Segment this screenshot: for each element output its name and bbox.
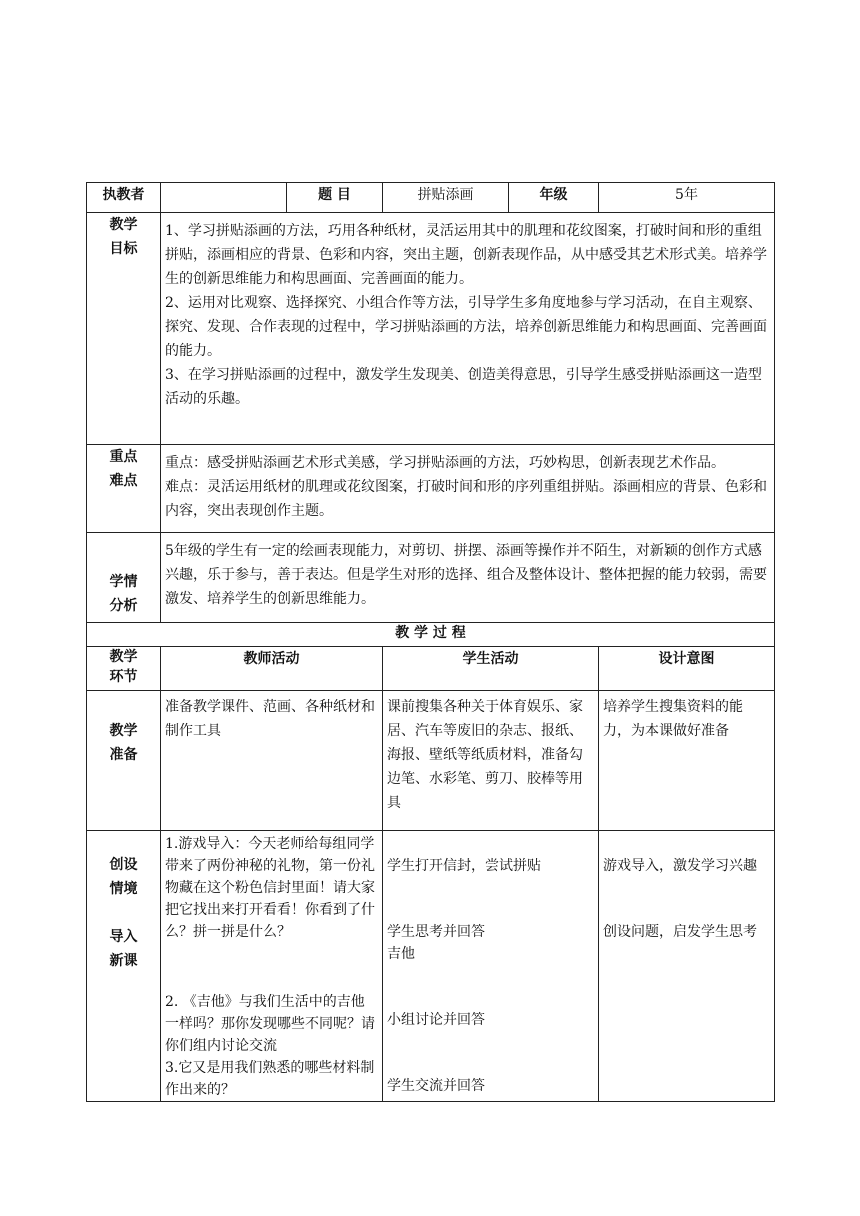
intro-teacher <box>161 831 383 1102</box>
analysis-label: 学情 分析 <box>87 533 161 623</box>
stage-column-header: 教学 环节 <box>87 647 161 691</box>
prep-teacher: 准备教学课件、范画、各种纸材和制作工具 <box>161 691 383 831</box>
goal-item: 3、在学习拼贴添画的过程中，激发学生发现美、创造美得意思，引导学生感受拼贴添画这一造型活动的乐趣。 <box>165 367 762 407</box>
process-columns-row <box>87 647 775 691</box>
key-points-content <box>161 445 775 533</box>
lesson-plan-table <box>86 182 775 1102</box>
topic-value: 拼贴添画 <box>383 183 509 213</box>
intro-teacher-step-3: 3.它又是用我们熟悉的哪些材料制作出来的？ <box>165 1060 375 1098</box>
grade-label: 年级 <box>509 183 599 213</box>
intro-student-2: 学生思考并回答 <box>387 924 485 940</box>
intro-row <box>87 831 775 1102</box>
intro-intent-2: 创设问题，启发学生思考 <box>603 924 757 940</box>
grade-value: 5年 <box>599 183 775 213</box>
difficult-point-text: 难点：灵活运用纸材的肌理或花纹图案，打破时间和形的序列重组拼贴。添画相应的背景、色彩和内容，突出表现创作主题。 <box>165 479 767 519</box>
key-point-text: 重点：感受拼贴添画艺术形式美感，学习拼贴添画的方法，巧妙构思，创新表现艺术作品。 <box>165 455 725 471</box>
teacher-value <box>161 183 287 213</box>
goal-item: 2、运用对比观察、选择探究、小组合作等方法，引导学生多角度地参与学习活动，在自主观察、探究、发现、合作表现的过程中，学习拼贴添画的方法，培养创新思维能力和构思画面、完善画面的能力。 <box>165 295 767 359</box>
process-title: 教 学 过 程 <box>87 623 775 647</box>
intro-intent <box>599 831 775 1102</box>
intro-student-4: 学生交流并回答 <box>387 1078 485 1094</box>
key-points-row <box>87 445 775 533</box>
intro-student <box>383 831 599 1102</box>
prep-student: 课前搜集各种关于体育娱乐、家居、汽车等废旧的杂志、报纸、海报、壁纸等纸质材料，准备勾边笔、水彩笔、剪刀、胶棒等用具 <box>383 691 599 831</box>
intro-teacher-step-1: 1.游戏导入：今天老师给每组同学带来了两份神秘的礼物，第一份礼物藏在这个粉色信封里面！请大家把它找出来打开看看！你看到了什么？拼一拼是什么？ <box>165 836 375 940</box>
topic-label: 题 目 <box>287 183 383 213</box>
goal-item: 1、学习拼贴添画的方法，巧用各种纸材，灵活运用其中的肌理和花纹图案，打破时间和形的重组拼贴，添画相应的背景、色彩和内容，突出主题，创新表现作品，从中感受其艺术形式美。培养学生的创新思维能力和构思画面、完善画面的能力。 <box>165 223 767 287</box>
goals-content <box>161 213 775 445</box>
prep-label: 教学 准备 <box>87 691 161 831</box>
student-column-header: 学生活动 <box>383 647 599 691</box>
intro-teacher-step-2: 2. 《吉他》与我们生活中的吉他一样吗？那你发现哪些不同呢？请你们组内讨论交流 <box>165 994 375 1054</box>
prep-row <box>87 691 775 831</box>
header-row <box>87 183 775 213</box>
process-title-row <box>87 623 775 647</box>
intro-student-2b: 吉他 <box>387 946 415 962</box>
prep-intent: 培养学生搜集资料的能力，为本课做好准备 <box>599 691 775 831</box>
goals-row <box>87 213 775 445</box>
analysis-row <box>87 533 775 623</box>
goals-label: 教学 目标 <box>87 213 161 445</box>
teacher-label: 执教者 <box>87 183 161 213</box>
intent-column-header: 设计意图 <box>599 647 775 691</box>
intro-student-1: 学生打开信封，尝试拼贴 <box>387 858 541 874</box>
intro-label: 创设 情境 导入 新课 <box>87 831 161 1102</box>
key-points-label: 重点 难点 <box>87 445 161 533</box>
teacher-column-header: 教师活动 <box>161 647 383 691</box>
analysis-text: 5年级的学生有一定的绘画表现能力，对剪切、拼摆、添画等操作并不陌生，对新颖的创作方式感兴趣，乐于参与，善于表达。但是学生对形的选择、组合及整体设计、整体把握的能力较弱，需要激发、培养学生的创新思维能力。 <box>165 543 767 607</box>
intro-student-3: 小组讨论并回答 <box>387 1012 485 1028</box>
intro-intent-1: 游戏导入，激发学习兴趣 <box>603 858 757 874</box>
analysis-content <box>161 533 775 623</box>
